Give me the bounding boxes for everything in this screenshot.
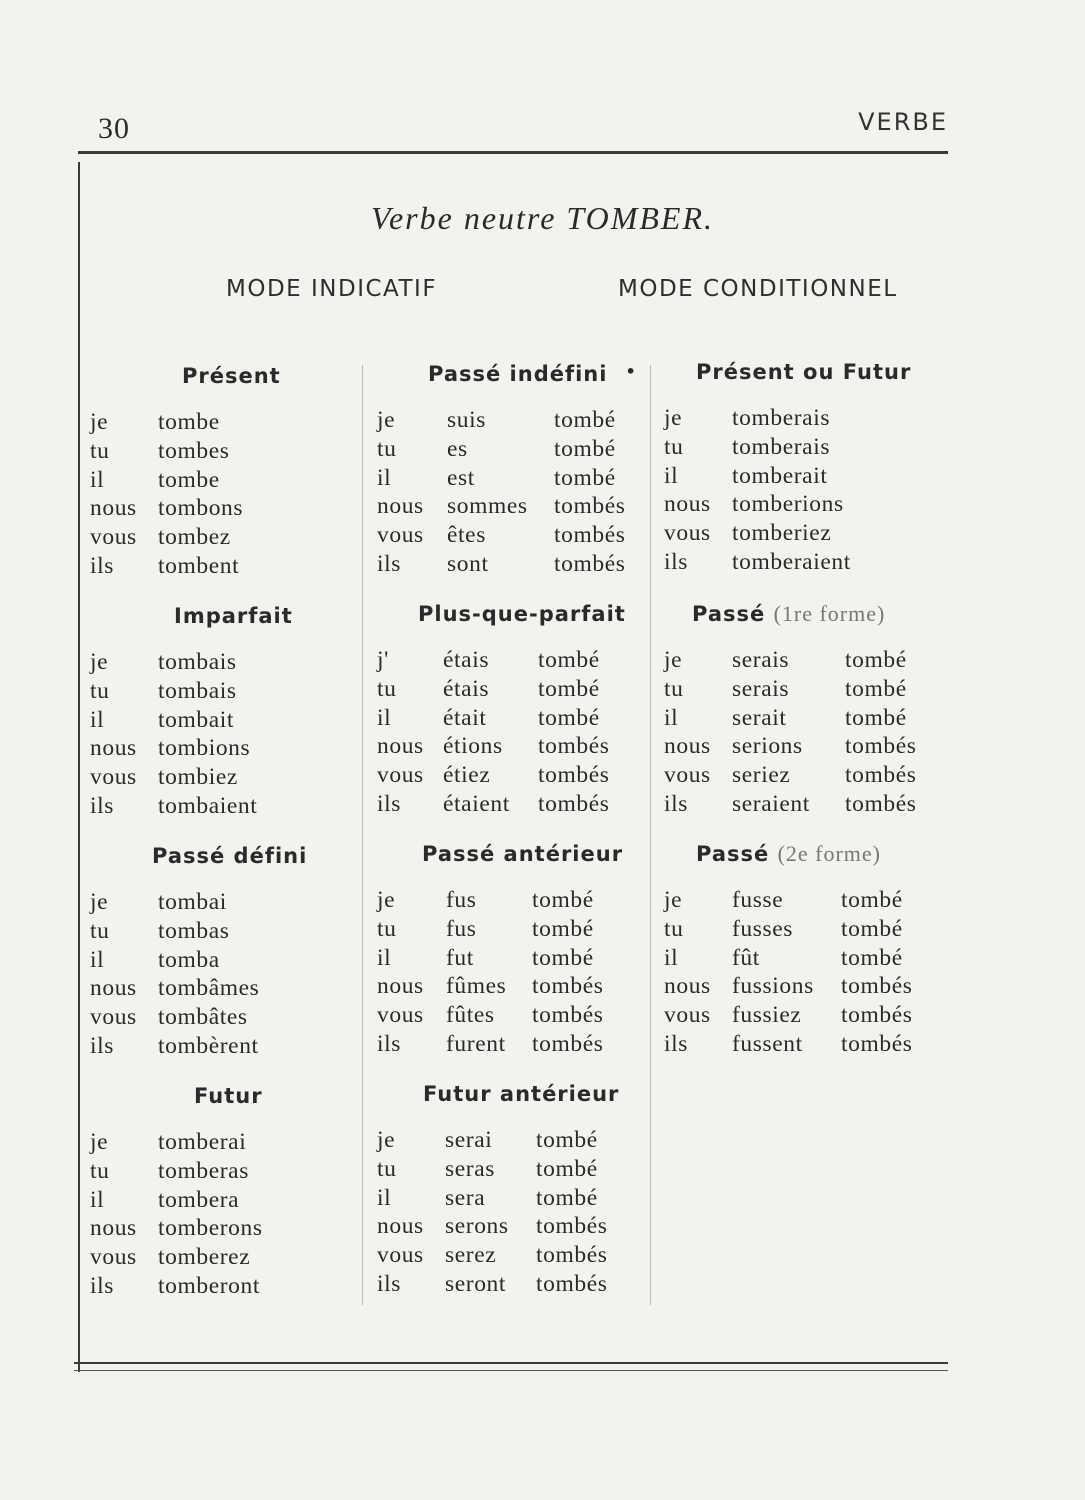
pronoun: vous [377,762,424,789]
pronoun: tu [377,675,397,702]
pronoun: il [377,944,392,971]
pronoun: tu [377,915,397,942]
verb-form: tomberai [158,1129,247,1155]
conjugation-row [377,944,647,973]
past-participle: tombé [536,1155,598,1182]
conjugation-row [90,734,350,763]
conjugation-row [664,490,944,519]
pronoun: je [664,887,683,913]
pronoun: nous [664,491,711,518]
past-participle: tombé [554,464,616,491]
verb-form: tombâtes [158,1004,248,1031]
past-participle: tombés [845,733,917,760]
tense-heading-cond-present: Présent ou Futur [696,360,912,384]
pronoun: ils [664,548,689,575]
conjugation-row [377,761,647,790]
pronoun: nous [377,493,424,520]
conjugation-cond-passe-1 [664,646,944,819]
auxiliary-form: étiez [443,762,491,789]
pronoun: ils [90,792,115,819]
auxiliary-form: serez [445,1242,497,1269]
past-participle: tombé [532,915,594,942]
conjugation-row [90,1186,350,1215]
verb-form: tomberas [158,1157,249,1184]
conjugation-passe-defini [90,888,350,1061]
mode-conditionnel-heading: MODE CONDITIONNEL [618,276,898,302]
past-participle: tombé [536,1127,598,1153]
conjugation-row [664,972,944,1001]
pronoun: nous [377,973,424,1000]
conjugation-row [90,1157,350,1186]
conjugation-imparfait [90,648,350,821]
pronoun: je [90,1129,109,1155]
pronoun: tu [90,917,110,944]
past-participle: tombé [841,944,903,971]
pronoun: nous [90,1215,137,1242]
verb-form: tomberais [732,433,831,460]
conjugation-row [664,761,944,790]
conjugation-row [90,466,350,495]
tense-heading-cond-passe-1-note: (1re forme) [773,601,886,626]
past-participle: tombés [536,1213,608,1240]
past-participle: tombé [532,944,594,971]
pronoun: il [664,704,679,731]
tense-heading-passe-indefini-label: Passé indéfini [428,362,608,386]
conjugation-row [90,917,350,946]
conjugation-row [377,704,647,733]
auxiliary-form: sera [445,1184,486,1211]
auxiliary-form: fussions [732,973,814,1000]
conjugation-row [90,437,350,466]
column-divider [362,365,363,1305]
past-participle: tombé [554,435,616,462]
conjugation-futur [90,1128,350,1301]
auxiliary-form: es [447,435,468,462]
auxiliary-form: fussiez [732,1002,802,1029]
verb-form: tombe [158,409,220,435]
conjugation-row [377,972,647,1001]
conjugation-passe-indefini [377,406,647,579]
auxiliary-form: suis [447,407,486,433]
verb-form: tomba [158,946,220,973]
conjugation-row [377,675,647,704]
conjugation-row [664,462,944,491]
conjugation-row [377,1184,647,1213]
conjugation-row [664,886,944,915]
verb-form: tombent [158,552,240,579]
verb-form: tombez [158,524,231,551]
pronoun: il [377,464,392,491]
conjugation-present [90,408,350,581]
past-participle: tombés [538,790,610,817]
past-participle: tombé [554,407,616,433]
past-participle: tombé [538,704,600,731]
verb-form: tombai [158,889,227,915]
conjugation-row [664,519,944,548]
verb-form: tomberait [732,462,828,489]
conjugation-row [377,1241,647,1270]
auxiliary-form: fut [446,944,474,971]
past-participle: tombés [841,1002,913,1029]
conjugation-row [90,677,350,706]
conjugation-row [377,886,647,915]
pronoun: il [664,462,679,489]
pronoun: ils [377,1030,402,1057]
auxiliary-form: serais [732,675,790,702]
frame-bottom-rule [74,1362,948,1364]
verb-form: tombas [158,917,230,944]
conjugation-row [90,1214,350,1243]
tense-heading-passe-indefini [428,362,637,386]
tense-heading-futur-anterieur: Futur antérieur [423,1082,620,1106]
conjugation-row [377,732,647,761]
past-participle: tombés [536,1270,608,1297]
conjugation-row [90,792,350,821]
conjugation-row [90,1032,350,1061]
auxiliary-form: serai [445,1127,493,1153]
pronoun: nous [90,975,137,1002]
pronoun: je [90,649,109,675]
conjugation-cond-present [664,404,944,577]
conjugation-row [90,1272,350,1301]
conjugation-row [377,550,647,579]
past-participle: tombé [845,647,907,673]
pronoun: vous [90,764,137,791]
tense-heading-imparfait: Imparfait [174,604,293,628]
conjugation-row [90,408,350,437]
auxiliary-form: étais [443,647,490,673]
pronoun: ils [664,1030,689,1057]
pronoun: il [377,704,392,731]
past-participle: tombés [845,790,917,817]
pronoun: il [90,1186,105,1213]
past-participle: tombé [536,1184,598,1211]
conjugation-row [664,1030,944,1059]
auxiliary-form: serions [732,733,803,760]
past-participle: tombés [841,1030,913,1057]
pronoun: nous [377,1213,424,1240]
tense-heading-cond-passe-2-label: Passé [696,842,770,866]
auxiliary-form: seras [445,1155,495,1182]
pronoun: il [377,1184,392,1211]
conjugation-row [90,888,350,917]
past-participle: tombés [554,493,626,520]
verb-form: tombera [158,1186,240,1213]
conjugation-row [377,464,647,493]
pronoun: tu [90,677,110,704]
auxiliary-form: seront [445,1270,507,1297]
verb-form: tomberais [732,405,831,431]
tense-heading-passe-defini: Passé défini [152,844,308,868]
pronoun: vous [90,524,137,551]
past-participle: tombés [532,973,604,1000]
auxiliary-form: fussent [732,1030,803,1057]
pronoun: ils [377,1270,402,1297]
past-participle: tombés [536,1242,608,1269]
conjugation-row [664,548,944,577]
auxiliary-form: étions [443,733,503,760]
auxiliary-form: furent [446,1030,506,1057]
conjugation-row [90,1243,350,1272]
pronoun: nous [90,735,137,762]
pronoun: j' [377,647,389,673]
conjugation-row [664,732,944,761]
auxiliary-form: seriez [732,762,791,789]
auxiliary-form: seraient [732,790,810,817]
pronoun: vous [90,1004,137,1031]
pronoun: tu [664,675,684,702]
frame-top-rule [78,151,948,154]
pronoun: tu [377,435,397,462]
pronoun: nous [664,973,711,1000]
conjugation-plus-que-parfait [377,646,647,819]
mode-indicatif-heading: MODE INDICATIF [226,276,438,302]
pronoun: il [90,706,105,733]
column-divider [650,365,651,1305]
pronoun: tu [377,1155,397,1182]
auxiliary-form: était [443,704,487,731]
conjugation-passe-anterieur [377,886,647,1059]
tense-heading-cond-passe-1-label: Passé [692,602,766,626]
pronoun: vous [377,1242,424,1269]
conjugation-cond-passe-2 [664,886,944,1059]
pronoun: tu [90,437,110,464]
pronoun: je [664,405,683,431]
conjugation-row [664,675,944,704]
conjugation-row [377,1126,647,1155]
pronoun: nous [664,733,711,760]
conjugation-row [664,433,944,462]
past-participle: tombés [841,973,913,1000]
past-participle: tombé [841,915,903,942]
tense-heading-plus-que-parfait: Plus-que-parfait [418,602,626,626]
conjugation-row [664,790,944,819]
conjugation-row [90,763,350,792]
conjugation-row [90,494,350,523]
conjugation-row [377,435,647,464]
auxiliary-form: fusse [732,887,784,913]
verb-form: tombaient [158,792,258,819]
auxiliary-form: étaient [443,790,510,817]
conjugation-row [664,915,944,944]
auxiliary-form: serons [445,1213,509,1240]
verb-form: tomberez [158,1244,251,1271]
verb-form: tombions [158,735,251,762]
pronoun: ils [90,1032,115,1059]
verb-form: tombait [158,706,234,733]
page-title: Verbe neutre TOMBER. [370,200,715,236]
conjugation-row [90,706,350,735]
past-participle: tombés [532,1030,604,1057]
auxiliary-form: fûtes [446,1002,495,1029]
verb-form: tomberons [158,1215,263,1242]
conjugation-row [377,915,647,944]
conjugation-row [90,552,350,581]
pronoun: je [90,889,109,915]
conjugation-row [664,704,944,733]
tense-heading-passe-anterieur: Passé antérieur [422,842,624,866]
pronoun: ils [90,1272,115,1299]
pronoun: tu [90,1157,110,1184]
past-participle: tombés [554,550,626,577]
pronoun: vous [664,520,711,547]
conjugation-row [377,1212,647,1241]
verb-form: tombâmes [158,975,260,1002]
verb-form: tombons [158,495,244,522]
pronoun: vous [90,1244,137,1271]
auxiliary-form: fût [732,944,760,971]
page-number: 30 [98,112,130,145]
pronoun: il [664,944,679,971]
pronoun: vous [377,1002,424,1029]
auxiliary-form: êtes [447,522,486,549]
past-participle: tombé [845,675,907,702]
conjugation-row [377,406,647,435]
conjugation-row [90,648,350,677]
conjugation-row [377,1270,647,1299]
past-participle: tombés [538,762,610,789]
auxiliary-form: sont [447,550,489,577]
auxiliary-form: serait [732,704,787,731]
past-participle: tombé [845,704,907,731]
verb-form: tomberaient [732,548,851,575]
past-participle: tombés [538,733,610,760]
past-participle: tombé [538,675,600,702]
bullet-icon: • [625,362,637,381]
pronoun: vous [377,522,424,549]
conjugation-row [377,1001,647,1030]
conjugation-row [90,1003,350,1032]
pronoun: je [664,647,683,673]
frame-bottom-rule-thin [74,1370,948,1371]
conjugation-row [377,646,647,675]
verb-form: tombe [158,466,220,493]
pronoun: ils [377,790,402,817]
auxiliary-form: fus [446,915,477,942]
conjugation-row [664,1001,944,1030]
tense-heading-cond-passe-2-note: (2e forme) [777,841,882,866]
auxiliary-form: fusses [732,915,794,942]
verb-form: tombèrent [158,1032,259,1059]
conjugation-row [664,646,944,675]
pronoun: il [90,946,105,973]
auxiliary-form: fûmes [446,973,507,1000]
conjugation-row [377,521,647,550]
running-head: VERBE [858,108,948,136]
verb-form: tombes [158,437,230,464]
conjugation-row [377,492,647,521]
conjugation-row [90,1128,350,1157]
auxiliary-form: serais [732,647,790,673]
pronoun: vous [664,762,711,789]
pronoun: je [377,1127,396,1153]
pronoun: je [377,407,396,433]
pronoun: ils [377,550,402,577]
frame-left-rule [78,162,80,1372]
verb-form: tombiez [158,764,238,791]
pronoun: ils [90,552,115,579]
conjugation-row [377,790,647,819]
verb-form: tomberont [158,1272,260,1299]
tense-heading-cond-passe-2 [696,841,881,867]
pronoun: je [90,409,109,435]
auxiliary-form: est [447,464,475,491]
pronoun: il [90,466,105,493]
conjugation-row [664,404,944,433]
auxiliary-form: sommes [447,493,528,520]
past-participle: tombé [538,647,600,673]
pronoun: nous [90,495,137,522]
pronoun: je [377,887,396,913]
conjugation-futur-anterieur [377,1126,647,1299]
tense-heading-futur: Futur [194,1084,263,1108]
conjugation-row [377,1030,647,1059]
conjugation-row [90,523,350,552]
past-participle: tombés [845,762,917,789]
tense-heading-cond-passe-1 [692,601,885,627]
past-participle: tombés [532,1002,604,1029]
conjugation-row [377,1155,647,1184]
auxiliary-form: fus [446,887,477,913]
pronoun: tu [664,915,684,942]
auxiliary-form: étais [443,675,490,702]
pronoun: tu [664,433,684,460]
verb-form: tomberiez [732,520,832,547]
tense-heading-present: Présent [182,364,281,388]
pronoun: ils [664,790,689,817]
past-participle: tombés [554,522,626,549]
verb-form: tombais [158,677,237,704]
pronoun: nous [377,733,424,760]
past-participle: tombé [841,887,903,913]
conjugation-row [90,974,350,1003]
past-participle: tombé [532,887,594,913]
verb-form: tombais [158,649,237,675]
conjugation-row [90,946,350,975]
pronoun: vous [664,1002,711,1029]
verb-form: tomberions [732,491,844,518]
conjugation-row [664,944,944,973]
